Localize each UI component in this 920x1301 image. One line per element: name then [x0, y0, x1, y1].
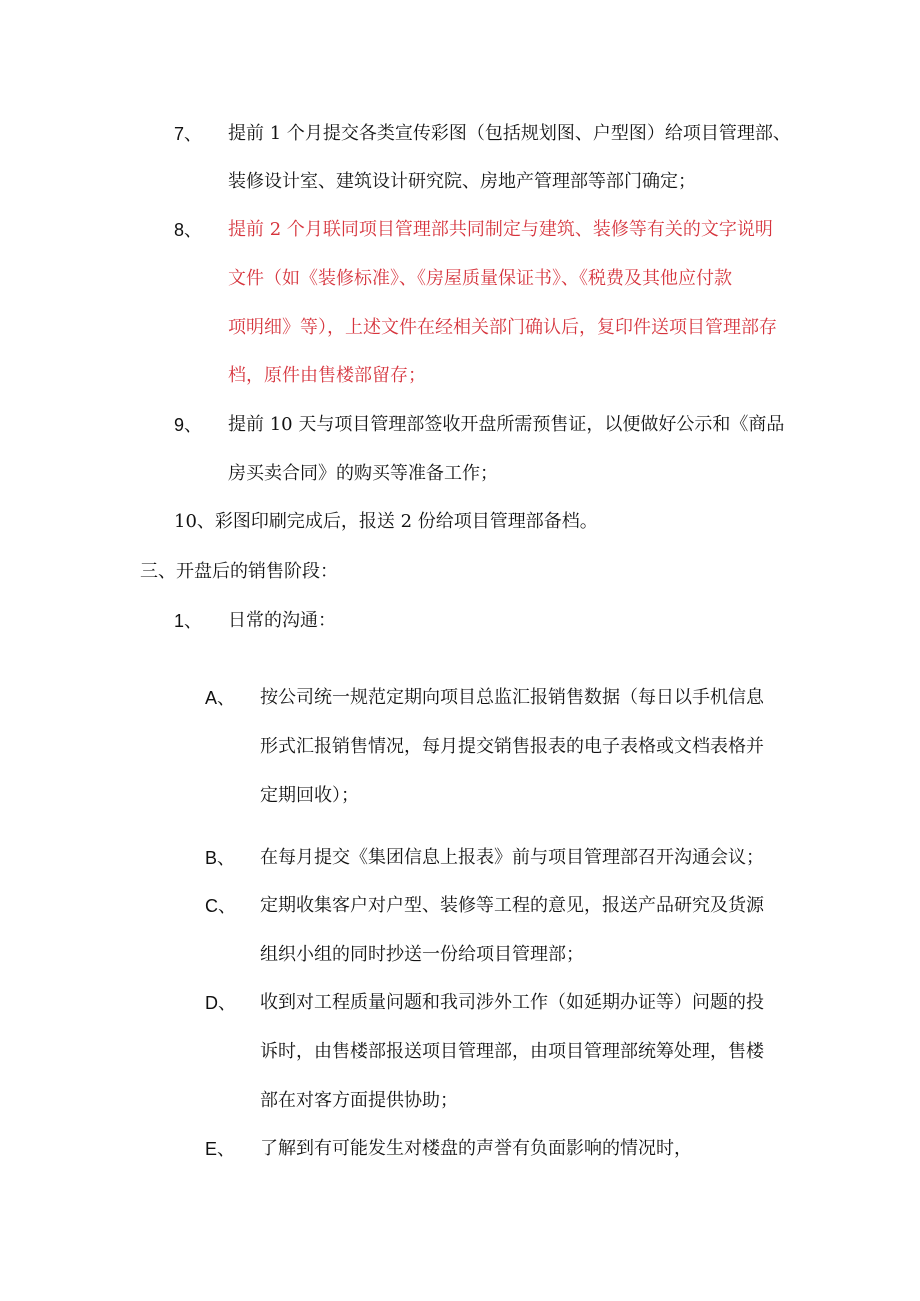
letter-a-line-3: 定期回收）； [260, 785, 359, 806]
letter-a-marker: A、 [205, 688, 236, 708]
item-8-line-3: 项明细》等），上述文件在经相关部门确认后，复印件送项目管理部存 [228, 317, 777, 338]
item-9-marker: 9、 [174, 415, 203, 435]
letter-b-line-1: 在每月提交《集团信息上报表》前与项目管理部召开沟通会议； [260, 847, 764, 868]
item-8-line-1: 提前 2 个月联同项目管理部共同制定与建筑、装修等有关的文字说明 [228, 219, 773, 240]
item-8-line-2: 文件（如《装修标准》、《房屋质量保证书》、《税费及其他应付款 [228, 268, 732, 289]
letter-c-marker: C、 [205, 896, 236, 916]
item-9-line-2: 房买卖合同》的购买等准备工作； [228, 463, 498, 484]
item-7-line-1: 提前 1 个月提交各类宣传彩图（包括规划图、户型图）给项目管理部、 [228, 123, 791, 144]
item-8-line-4: 档，原件由售楼部留存； [228, 365, 426, 386]
letter-d-line-1: 收到对工程质量问题和我司涉外工作（如延期办证等）问题的投 [260, 992, 764, 1013]
item-7-line-2: 装修设计室、建筑设计研究院、房地产管理部等部门确定； [228, 171, 696, 192]
section-heading: 三、开盘后的销售阶段： [140, 561, 338, 582]
letter-a-line-1: 按公司统一规范定期向项目总监汇报销售数据（每日以手机信息 [260, 687, 764, 708]
letter-e-marker: E、 [205, 1139, 236, 1159]
letter-a-line-2: 形式汇报销售情况，每月提交销售报表的电子表格或文档表格并 [260, 736, 764, 757]
item-7-marker: 7、 [174, 124, 203, 144]
letter-b-marker: B、 [205, 848, 236, 868]
letter-c-line-2: 组织小组的同时抄送一份给项目管理部； [260, 944, 584, 965]
letter-c-line-1: 定期收集客户对户型、装修等工程的意见，报送产品研究及货源 [260, 895, 764, 916]
item-10-line: 10、彩图印刷完成后，报送 2 份给项目管理部备档。 [174, 511, 598, 532]
letter-e-line-1: 了解到有可能发生对楼盘的声誉有负面影响的情况时， [260, 1138, 692, 1159]
sub-1-title: 日常的沟通： [228, 610, 336, 631]
letter-d-line-3: 部在对客方面提供协助； [260, 1090, 458, 1111]
sub-1-marker: 1、 [174, 611, 203, 631]
letter-d-marker: D、 [205, 993, 236, 1013]
letter-d-line-2: 诉时，由售楼部报送项目管理部，由项目管理部统筹处理，售楼 [260, 1041, 764, 1062]
item-9-line-1: 提前 10 天与项目管理部签收开盘所需预售证，以便做好公示和《商品 [228, 414, 785, 435]
item-8-marker: 8、 [174, 220, 203, 240]
